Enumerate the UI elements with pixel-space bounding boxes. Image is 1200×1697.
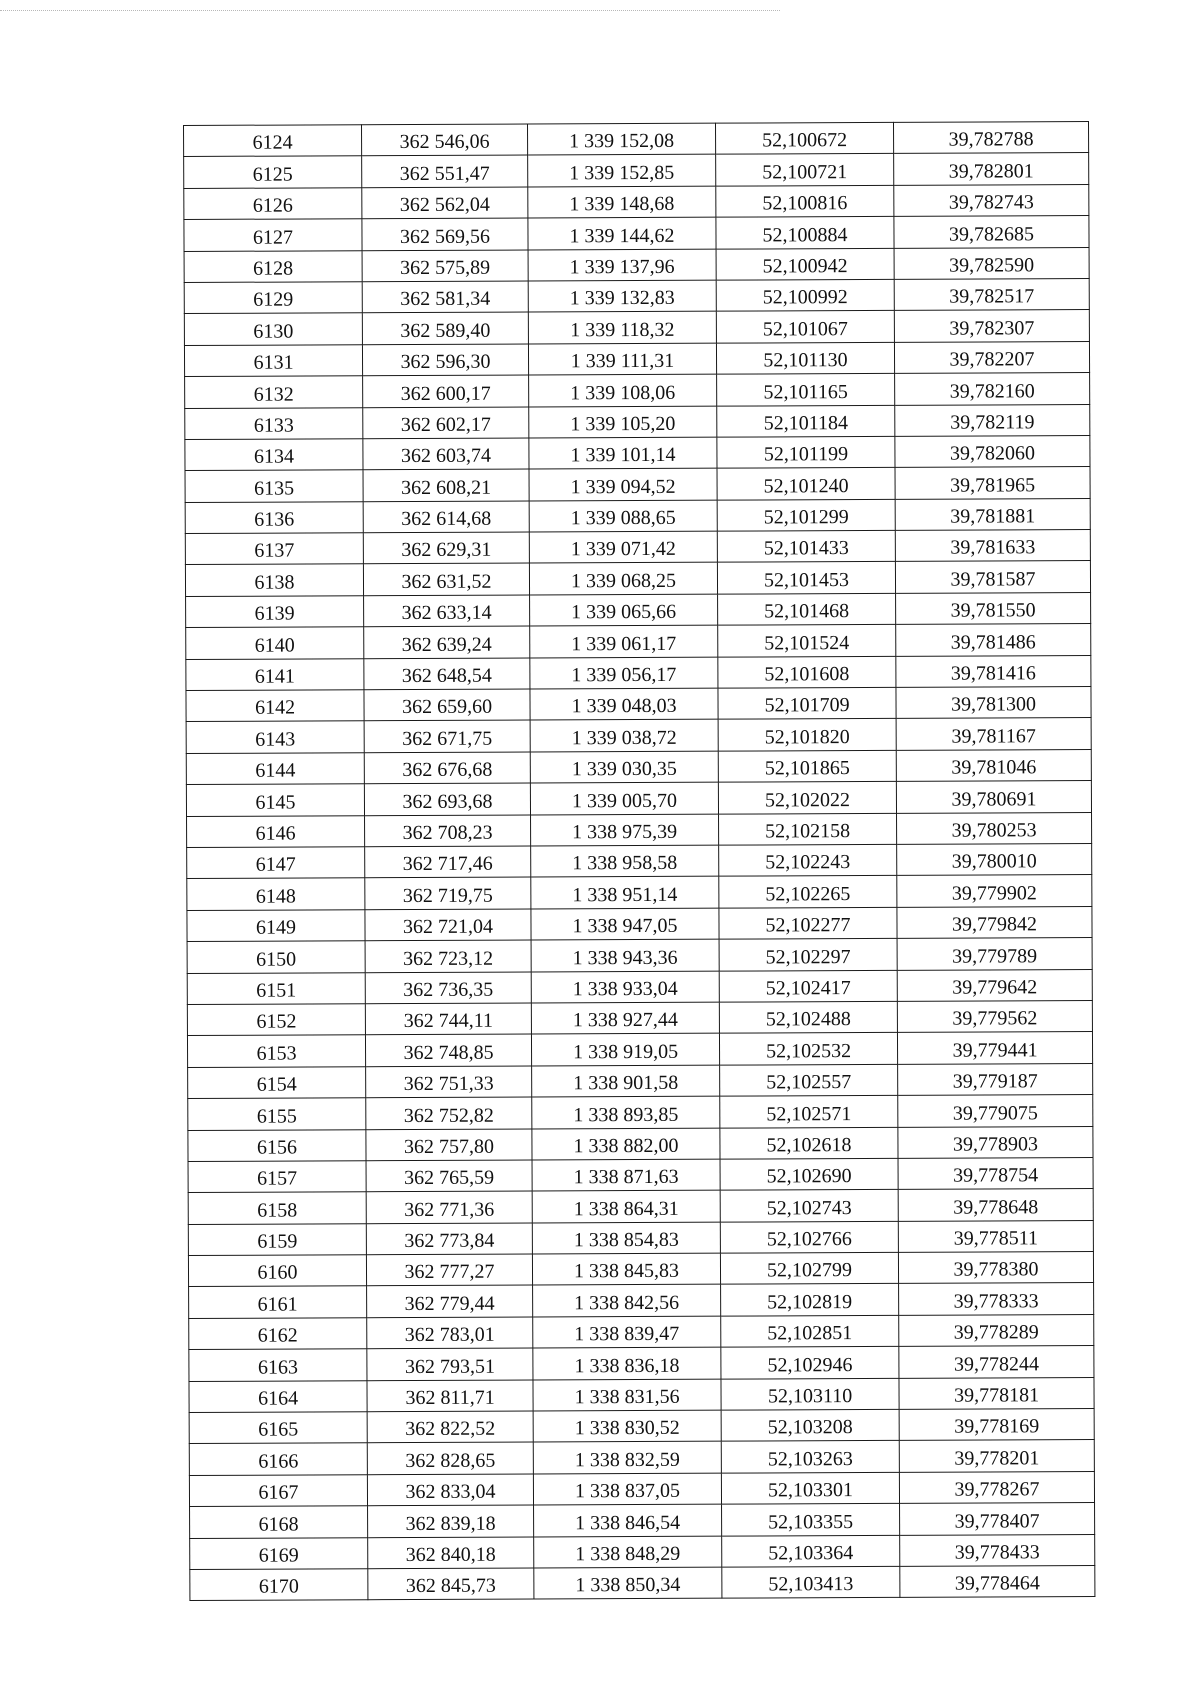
latitude-cell: 52,102417 bbox=[719, 970, 897, 1002]
table-row bbox=[187, 969, 1092, 1004]
longitude-cell: 39,778903 bbox=[898, 1126, 1093, 1158]
y-coordinate-cell: 1 338 871,63 bbox=[532, 1159, 720, 1191]
latitude-cell: 52,103110 bbox=[721, 1378, 899, 1410]
table-row bbox=[187, 812, 1092, 847]
point-number-cell: 6170 bbox=[190, 1569, 368, 1601]
y-coordinate-cell: 1 339 038,72 bbox=[530, 720, 718, 752]
longitude-cell: 39,778648 bbox=[898, 1189, 1093, 1221]
latitude-cell: 52,101865 bbox=[718, 750, 896, 782]
point-number-cell: 6126 bbox=[184, 188, 362, 220]
point-number-cell: 6156 bbox=[188, 1129, 366, 1161]
table-row bbox=[187, 906, 1092, 941]
latitude-cell: 52,102946 bbox=[721, 1347, 899, 1379]
table-row bbox=[189, 1409, 1094, 1444]
latitude-cell: 52,102488 bbox=[719, 1001, 897, 1033]
table-row bbox=[188, 1157, 1093, 1192]
longitude-cell: 39,780691 bbox=[896, 781, 1091, 813]
y-coordinate-cell: 1 338 864,31 bbox=[532, 1190, 720, 1222]
y-coordinate-cell: 1 339 071,42 bbox=[529, 531, 717, 563]
longitude-cell: 39,779562 bbox=[897, 1000, 1092, 1032]
longitude-cell: 39,778380 bbox=[898, 1252, 1093, 1284]
point-number-cell: 6136 bbox=[185, 501, 363, 533]
point-number-cell: 6135 bbox=[185, 470, 363, 502]
point-number-cell: 6139 bbox=[186, 596, 364, 628]
point-number-cell: 6146 bbox=[187, 815, 365, 847]
y-coordinate-cell: 1 338 927,44 bbox=[531, 1002, 719, 1034]
y-coordinate-cell: 1 338 975,39 bbox=[531, 814, 719, 846]
point-number-cell: 6138 bbox=[185, 564, 363, 596]
longitude-cell: 39,781587 bbox=[895, 561, 1090, 593]
longitude-cell: 39,782517 bbox=[894, 279, 1089, 311]
y-coordinate-cell: 1 338 951,14 bbox=[531, 877, 719, 909]
latitude-cell: 52,102297 bbox=[719, 939, 897, 971]
longitude-cell: 39,778244 bbox=[899, 1346, 1094, 1378]
latitude-cell: 52,102277 bbox=[719, 907, 897, 939]
x-coordinate-cell: 362 765,59 bbox=[366, 1160, 532, 1192]
point-number-cell: 6147 bbox=[187, 847, 365, 879]
y-coordinate-cell: 1 339 030,35 bbox=[530, 751, 718, 783]
table-row bbox=[184, 310, 1089, 345]
longitude-cell: 39,782743 bbox=[894, 184, 1089, 216]
latitude-cell: 52,101524 bbox=[718, 625, 896, 657]
point-number-cell: 6141 bbox=[186, 658, 364, 690]
x-coordinate-cell: 362 736,35 bbox=[365, 972, 531, 1004]
y-coordinate-cell: 1 339 144,62 bbox=[528, 217, 716, 249]
latitude-cell: 52,101240 bbox=[717, 468, 895, 500]
longitude-cell: 39,778169 bbox=[899, 1409, 1094, 1441]
longitude-cell: 39,782060 bbox=[895, 435, 1090, 467]
latitude-cell: 52,101433 bbox=[717, 530, 895, 562]
x-coordinate-cell: 362 840,18 bbox=[368, 1537, 534, 1569]
y-coordinate-cell: 1 338 947,05 bbox=[531, 908, 719, 940]
x-coordinate-cell: 362 629,31 bbox=[363, 532, 529, 564]
y-coordinate-cell: 1 338 842,56 bbox=[533, 1285, 721, 1317]
x-coordinate-cell: 362 562,04 bbox=[362, 187, 528, 219]
table-row bbox=[185, 373, 1090, 408]
y-coordinate-cell: 1 339 108,06 bbox=[529, 374, 717, 406]
y-coordinate-cell: 1 339 088,65 bbox=[529, 500, 717, 532]
longitude-cell: 39,778407 bbox=[900, 1503, 1095, 1535]
point-number-cell: 6160 bbox=[188, 1255, 366, 1287]
y-coordinate-cell: 1 339 056,17 bbox=[530, 657, 718, 689]
point-number-cell: 6153 bbox=[187, 1035, 365, 1067]
longitude-cell: 39,779842 bbox=[897, 906, 1092, 938]
x-coordinate-cell: 362 723,12 bbox=[365, 940, 531, 972]
table-row bbox=[189, 1440, 1094, 1475]
point-number-cell: 6143 bbox=[186, 721, 364, 753]
latitude-cell: 52,102618 bbox=[720, 1127, 898, 1159]
y-coordinate-cell: 1 339 061,17 bbox=[530, 625, 718, 657]
longitude-cell: 39,782801 bbox=[894, 153, 1089, 185]
point-number-cell: 6151 bbox=[187, 972, 365, 1004]
longitude-cell: 39,781046 bbox=[896, 749, 1091, 781]
longitude-cell: 39,781486 bbox=[896, 624, 1091, 656]
x-coordinate-cell: 362 773,84 bbox=[366, 1223, 532, 1255]
latitude-cell: 52,103208 bbox=[721, 1409, 899, 1441]
longitude-cell: 39,778511 bbox=[898, 1220, 1093, 1252]
point-number-cell: 6144 bbox=[186, 753, 364, 785]
point-number-cell: 6148 bbox=[187, 878, 365, 910]
y-coordinate-cell: 1 339 152,08 bbox=[527, 123, 715, 155]
x-coordinate-cell: 362 633,14 bbox=[364, 595, 530, 627]
latitude-cell: 52,102158 bbox=[719, 813, 897, 845]
y-coordinate-cell: 1 339 132,83 bbox=[528, 280, 716, 312]
latitude-cell: 52,101299 bbox=[717, 499, 895, 531]
y-coordinate-cell: 1 339 005,70 bbox=[530, 782, 718, 814]
scan-edge-line bbox=[0, 10, 780, 11]
point-number-cell: 6149 bbox=[187, 909, 365, 941]
x-coordinate-cell: 362 757,80 bbox=[366, 1128, 532, 1160]
y-coordinate-cell: 1 338 943,36 bbox=[531, 939, 719, 971]
latitude-cell: 52,100721 bbox=[716, 154, 894, 186]
y-coordinate-cell: 1 338 882,00 bbox=[532, 1128, 720, 1160]
point-number-cell: 6165 bbox=[189, 1412, 367, 1444]
x-coordinate-cell: 362 839,18 bbox=[368, 1505, 534, 1537]
table-row bbox=[187, 844, 1092, 879]
latitude-cell: 52,100942 bbox=[716, 248, 894, 280]
table-row bbox=[187, 1000, 1092, 1035]
x-coordinate-cell: 362 602,17 bbox=[363, 407, 529, 439]
point-number-cell: 6133 bbox=[185, 407, 363, 439]
x-coordinate-cell: 362 771,36 bbox=[366, 1191, 532, 1223]
point-number-cell: 6164 bbox=[189, 1380, 367, 1412]
y-coordinate-cell: 1 338 845,83 bbox=[532, 1253, 720, 1285]
longitude-cell: 39,781300 bbox=[896, 687, 1091, 719]
longitude-cell: 39,778433 bbox=[900, 1534, 1095, 1566]
longitude-cell: 39,782119 bbox=[895, 404, 1090, 436]
x-coordinate-cell: 362 811,71 bbox=[367, 1380, 533, 1412]
table-row bbox=[188, 1220, 1093, 1255]
point-number-cell: 6155 bbox=[188, 1098, 366, 1130]
point-number-cell: 6166 bbox=[189, 1443, 367, 1475]
y-coordinate-cell: 1 338 919,05 bbox=[531, 1033, 719, 1065]
latitude-cell: 52,101184 bbox=[717, 405, 895, 437]
y-coordinate-cell: 1 338 839,47 bbox=[533, 1316, 721, 1348]
y-coordinate-cell: 1 338 850,34 bbox=[534, 1567, 722, 1599]
y-coordinate-cell: 1 338 837,05 bbox=[533, 1473, 721, 1505]
longitude-cell: 39,782685 bbox=[894, 216, 1089, 248]
latitude-cell: 52,103413 bbox=[722, 1566, 900, 1598]
latitude-cell: 52,101820 bbox=[718, 719, 896, 751]
table-row bbox=[186, 749, 1091, 784]
latitude-cell: 52,102766 bbox=[720, 1221, 898, 1253]
latitude-cell: 52,102022 bbox=[718, 782, 896, 814]
latitude-cell: 52,102819 bbox=[721, 1284, 899, 1316]
table-row bbox=[187, 875, 1092, 910]
point-number-cell: 6127 bbox=[184, 219, 362, 251]
y-coordinate-cell: 1 339 118,32 bbox=[528, 312, 716, 344]
point-number-cell: 6130 bbox=[184, 313, 362, 345]
x-coordinate-cell: 362 546,06 bbox=[362, 124, 528, 156]
y-coordinate-cell: 1 339 048,03 bbox=[530, 688, 718, 720]
table-row bbox=[190, 1503, 1095, 1538]
table-row bbox=[184, 153, 1089, 188]
y-coordinate-cell: 1 338 836,18 bbox=[533, 1347, 721, 1379]
x-coordinate-cell: 362 708,23 bbox=[365, 815, 531, 847]
table-row bbox=[188, 1252, 1093, 1287]
table-row bbox=[186, 655, 1091, 690]
y-coordinate-cell: 1 338 830,52 bbox=[533, 1410, 721, 1442]
y-coordinate-cell: 1 338 831,56 bbox=[533, 1379, 721, 1411]
latitude-cell: 52,100816 bbox=[716, 185, 894, 217]
longitude-cell: 39,778333 bbox=[899, 1283, 1094, 1315]
latitude-cell: 52,102243 bbox=[719, 844, 897, 876]
table-row bbox=[189, 1314, 1094, 1349]
x-coordinate-cell: 362 575,89 bbox=[362, 250, 528, 282]
table-row bbox=[185, 404, 1090, 439]
table-row bbox=[187, 1032, 1092, 1067]
latitude-cell: 52,103263 bbox=[721, 1441, 899, 1473]
y-coordinate-cell: 1 338 848,29 bbox=[534, 1536, 722, 1568]
longitude-cell: 39,782590 bbox=[894, 247, 1089, 279]
point-number-cell: 6124 bbox=[184, 125, 362, 157]
point-number-cell: 6167 bbox=[189, 1475, 367, 1507]
x-coordinate-cell: 362 596,30 bbox=[362, 344, 528, 376]
x-coordinate-cell: 362 671,75 bbox=[364, 720, 530, 752]
coordinates-table-body bbox=[184, 122, 1095, 1601]
point-number-cell: 6163 bbox=[189, 1349, 367, 1381]
x-coordinate-cell: 362 603,74 bbox=[363, 438, 529, 470]
point-number-cell: 6169 bbox=[190, 1537, 368, 1569]
point-number-cell: 6137 bbox=[185, 533, 363, 565]
x-coordinate-cell: 362 639,24 bbox=[364, 626, 530, 658]
latitude-cell: 52,101453 bbox=[717, 562, 895, 594]
longitude-cell: 39,781881 bbox=[895, 498, 1090, 530]
point-number-cell: 6132 bbox=[185, 376, 363, 408]
latitude-cell: 52,101130 bbox=[716, 342, 894, 374]
point-number-cell: 6150 bbox=[187, 941, 365, 973]
point-number-cell: 6131 bbox=[184, 344, 362, 376]
longitude-cell: 39,782160 bbox=[895, 373, 1090, 405]
latitude-cell: 52,102743 bbox=[720, 1190, 898, 1222]
table-row bbox=[186, 687, 1091, 722]
point-number-cell: 6168 bbox=[190, 1506, 368, 1538]
latitude-cell: 52,100884 bbox=[716, 217, 894, 249]
longitude-cell: 39,778201 bbox=[899, 1440, 1094, 1472]
longitude-cell: 39,779075 bbox=[898, 1095, 1093, 1127]
table-row bbox=[188, 1095, 1093, 1130]
point-number-cell: 6128 bbox=[184, 250, 362, 282]
x-coordinate-cell: 362 659,60 bbox=[364, 689, 530, 721]
y-coordinate-cell: 1 339 111,31 bbox=[528, 343, 716, 375]
x-coordinate-cell: 362 793,51 bbox=[367, 1348, 533, 1380]
table-row bbox=[188, 1189, 1093, 1224]
y-coordinate-cell: 1 339 148,68 bbox=[528, 186, 716, 218]
x-coordinate-cell: 362 748,85 bbox=[365, 1034, 531, 1066]
longitude-cell: 39,779187 bbox=[898, 1063, 1093, 1095]
x-coordinate-cell: 362 833,04 bbox=[367, 1474, 533, 1506]
latitude-cell: 52,102532 bbox=[719, 1033, 897, 1065]
table-row bbox=[184, 341, 1089, 376]
point-number-cell: 6152 bbox=[187, 1004, 365, 1036]
y-coordinate-cell: 1 339 068,25 bbox=[529, 563, 717, 595]
latitude-cell: 52,102851 bbox=[721, 1315, 899, 1347]
table-row bbox=[190, 1534, 1095, 1569]
table-row bbox=[186, 781, 1091, 816]
x-coordinate-cell: 362 717,46 bbox=[365, 846, 531, 878]
x-coordinate-cell: 362 822,52 bbox=[367, 1411, 533, 1443]
latitude-cell: 52,102265 bbox=[719, 876, 897, 908]
latitude-cell: 52,103364 bbox=[722, 1535, 900, 1567]
y-coordinate-cell: 1 339 152,85 bbox=[528, 155, 716, 187]
table-row bbox=[189, 1283, 1094, 1318]
longitude-cell: 39,782207 bbox=[894, 341, 1089, 373]
table-row bbox=[188, 1126, 1093, 1161]
table-row bbox=[186, 624, 1091, 659]
x-coordinate-cell: 362 676,68 bbox=[364, 752, 530, 784]
longitude-cell: 39,781633 bbox=[895, 530, 1090, 562]
latitude-cell: 52,101709 bbox=[718, 687, 896, 719]
table-row bbox=[189, 1377, 1094, 1412]
table-row bbox=[184, 216, 1089, 251]
table-row bbox=[187, 938, 1092, 973]
y-coordinate-cell: 1 338 901,58 bbox=[532, 1065, 720, 1097]
x-coordinate-cell: 362 828,65 bbox=[367, 1442, 533, 1474]
latitude-cell: 52,101199 bbox=[717, 436, 895, 468]
y-coordinate-cell: 1 339 101,14 bbox=[529, 437, 717, 469]
longitude-cell: 39,779789 bbox=[897, 938, 1092, 970]
latitude-cell: 52,103355 bbox=[722, 1504, 900, 1536]
x-coordinate-cell: 362 631,52 bbox=[363, 563, 529, 595]
longitude-cell: 39,779441 bbox=[897, 1032, 1092, 1064]
longitude-cell: 39,782307 bbox=[894, 310, 1089, 342]
x-coordinate-cell: 362 779,44 bbox=[367, 1285, 533, 1317]
longitude-cell: 39,778754 bbox=[898, 1157, 1093, 1189]
table-row bbox=[190, 1566, 1095, 1601]
point-number-cell: 6158 bbox=[188, 1192, 366, 1224]
latitude-cell: 52,102690 bbox=[720, 1158, 898, 1190]
point-number-cell: 6162 bbox=[189, 1318, 367, 1350]
longitude-cell: 39,781965 bbox=[895, 467, 1090, 499]
y-coordinate-cell: 1 338 832,59 bbox=[533, 1442, 721, 1474]
y-coordinate-cell: 1 338 846,54 bbox=[534, 1504, 722, 1536]
x-coordinate-cell: 362 648,54 bbox=[364, 658, 530, 690]
longitude-cell: 39,778267 bbox=[899, 1471, 1094, 1503]
table-row bbox=[185, 467, 1090, 502]
table-row bbox=[184, 122, 1089, 157]
longitude-cell: 39,778181 bbox=[899, 1377, 1094, 1409]
longitude-cell: 39,779902 bbox=[897, 875, 1092, 907]
table-row bbox=[189, 1471, 1094, 1506]
x-coordinate-cell: 362 589,40 bbox=[362, 312, 528, 344]
x-coordinate-cell: 362 600,17 bbox=[363, 375, 529, 407]
point-number-cell: 6125 bbox=[184, 156, 362, 188]
point-number-cell: 6142 bbox=[186, 690, 364, 722]
y-coordinate-cell: 1 339 105,20 bbox=[529, 406, 717, 438]
longitude-cell: 39,781416 bbox=[896, 655, 1091, 687]
x-coordinate-cell: 362 744,11 bbox=[365, 1003, 531, 1035]
point-number-cell: 6129 bbox=[184, 282, 362, 314]
point-number-cell: 6134 bbox=[185, 439, 363, 471]
x-coordinate-cell: 362 751,33 bbox=[366, 1066, 532, 1098]
longitude-cell: 39,781167 bbox=[896, 718, 1091, 750]
coordinates-table bbox=[183, 121, 1095, 1601]
table-row bbox=[185, 435, 1090, 470]
x-coordinate-cell: 362 721,04 bbox=[365, 909, 531, 941]
latitude-cell: 52,102557 bbox=[720, 1064, 898, 1096]
table-row bbox=[184, 279, 1089, 314]
x-coordinate-cell: 362 752,82 bbox=[366, 1097, 532, 1129]
x-coordinate-cell: 362 777,27 bbox=[366, 1254, 532, 1286]
longitude-cell: 39,778289 bbox=[899, 1314, 1094, 1346]
table-row bbox=[186, 718, 1091, 753]
table-row bbox=[189, 1346, 1094, 1381]
table-row bbox=[186, 592, 1091, 627]
table-row bbox=[184, 247, 1089, 282]
table-row bbox=[184, 184, 1089, 219]
point-number-cell: 6154 bbox=[188, 1066, 366, 1098]
x-coordinate-cell: 362 581,34 bbox=[362, 281, 528, 313]
x-coordinate-cell: 362 569,56 bbox=[362, 218, 528, 250]
y-coordinate-cell: 1 339 094,52 bbox=[529, 468, 717, 500]
latitude-cell: 52,100672 bbox=[715, 122, 893, 154]
latitude-cell: 52,101165 bbox=[717, 374, 895, 406]
latitude-cell: 52,103301 bbox=[721, 1472, 899, 1504]
x-coordinate-cell: 362 845,73 bbox=[368, 1568, 534, 1600]
y-coordinate-cell: 1 338 933,04 bbox=[531, 971, 719, 1003]
table-row bbox=[185, 561, 1090, 596]
y-coordinate-cell: 1 339 065,66 bbox=[530, 594, 718, 626]
longitude-cell: 39,779642 bbox=[897, 969, 1092, 1001]
table-row bbox=[185, 498, 1090, 533]
x-coordinate-cell: 362 783,01 bbox=[367, 1317, 533, 1349]
longitude-cell: 39,780253 bbox=[897, 812, 1092, 844]
longitude-cell: 39,778464 bbox=[900, 1566, 1095, 1598]
point-number-cell: 6157 bbox=[188, 1161, 366, 1193]
x-coordinate-cell: 362 614,68 bbox=[363, 501, 529, 533]
point-number-cell: 6161 bbox=[189, 1286, 367, 1318]
longitude-cell: 39,781550 bbox=[896, 592, 1091, 624]
y-coordinate-cell: 1 338 958,58 bbox=[531, 845, 719, 877]
table-row bbox=[185, 530, 1090, 565]
x-coordinate-cell: 362 551,47 bbox=[362, 155, 528, 187]
longitude-cell: 39,782788 bbox=[893, 122, 1088, 154]
point-number-cell: 6159 bbox=[188, 1223, 366, 1255]
x-coordinate-cell: 362 608,21 bbox=[363, 469, 529, 501]
latitude-cell: 52,101608 bbox=[718, 656, 896, 688]
latitude-cell: 52,102571 bbox=[720, 1096, 898, 1128]
longitude-cell: 39,780010 bbox=[897, 844, 1092, 876]
table-row bbox=[188, 1063, 1093, 1098]
y-coordinate-cell: 1 339 137,96 bbox=[528, 249, 716, 281]
y-coordinate-cell: 1 338 893,85 bbox=[532, 1096, 720, 1128]
y-coordinate-cell: 1 338 854,83 bbox=[532, 1222, 720, 1254]
latitude-cell: 52,101067 bbox=[716, 311, 894, 343]
point-number-cell: 6145 bbox=[186, 784, 364, 816]
latitude-cell: 52,101468 bbox=[718, 593, 896, 625]
latitude-cell: 52,102799 bbox=[720, 1252, 898, 1284]
point-number-cell: 6140 bbox=[186, 627, 364, 659]
latitude-cell: 52,100992 bbox=[716, 279, 894, 311]
x-coordinate-cell: 362 719,75 bbox=[365, 877, 531, 909]
x-coordinate-cell: 362 693,68 bbox=[364, 783, 530, 815]
